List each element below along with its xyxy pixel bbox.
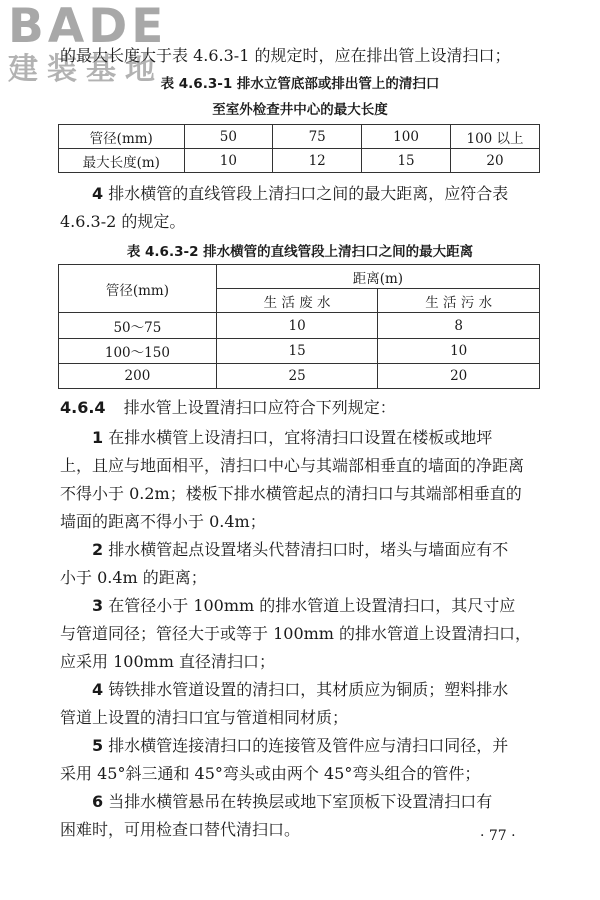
table2-header-diameter: 管径(mm): [59, 265, 217, 313]
table1-cell: 75: [273, 125, 362, 149]
item-number: 3: [92, 596, 104, 615]
item-number: 6: [92, 792, 104, 811]
table1-cell: 100 以上: [451, 125, 540, 149]
logo-chinese-text: 建装基地: [8, 52, 164, 87]
item-line: 排水横管连接清扫口的连接管及管件应与清扫口同径，并: [108, 736, 509, 755]
item-line: 当排水横管悬吊在转换层或地下室顶板下设置清扫口有: [108, 792, 493, 811]
table-row: [59, 364, 540, 389]
item-line: 在管径小于 100mm 的排水管道上设置清扫口，其尺寸应: [108, 596, 516, 615]
item4-line2: 4.6.3-2 的规定。: [60, 212, 186, 231]
clause-heading: [60, 398, 396, 418]
item-line: 不得小于 0.2m；楼板下排水横管起点的清扫口与其端部相垂直的: [60, 484, 522, 503]
table1: [58, 124, 540, 173]
item-line: 与管道同径；管径大于或等于 100mm 的排水管道上设置清扫口，: [60, 624, 532, 643]
item-line: 困难时，可用检查口替代清扫口。: [60, 820, 301, 839]
clause-number: 4.6.4: [60, 398, 106, 417]
item-line: 采用 45°斜三通和 45°弯头或由两个 45°弯头组合的管件；: [60, 764, 481, 783]
logo-wordmark: BADE: [8, 0, 168, 54]
item-line: 小于 0.4m 的距离；: [60, 568, 207, 587]
table1-cell: 15: [362, 149, 451, 173]
intro-line: 的最大长度大于表 4.6.3-1 的规定时，应在排出管上设清扫口；: [60, 46, 511, 65]
table2: [58, 264, 540, 389]
table2-cell-diameter: 100～150: [59, 339, 217, 364]
table2-subheader-waste: 生 活 废 水: [216, 289, 378, 313]
table-row: [59, 339, 540, 364]
table1-row-diameter: [59, 125, 540, 149]
table2-cell-diameter: 50～75: [59, 313, 217, 339]
clause-title: 排水管上设置清扫口应符合下列规定：: [123, 398, 396, 417]
item-number: 1: [92, 428, 104, 447]
table2-caption: 表 4.6.3-2 排水横管的直线管段上清扫口之间的最大距离: [126, 244, 474, 260]
table1-caption-line2: 至室外检查井中心的最大长度: [212, 102, 388, 118]
item4-paragraph: [60, 180, 540, 236]
table2-cell-waste: 15: [216, 339, 378, 364]
item-number: 4: [92, 680, 104, 699]
table2-cell-waste: 25: [216, 364, 378, 389]
item-number: 2: [92, 540, 104, 559]
table2-cell-sewage: 8: [378, 313, 540, 339]
item-line: 铸铁排水管道设置的清扫口，其材质应为铜质；塑料排水: [108, 680, 509, 699]
table1-cell: 50: [184, 125, 273, 149]
table1-row-length: [59, 149, 540, 173]
table2-cell-sewage: 20: [378, 364, 540, 389]
table2-cell-waste: 10: [216, 313, 378, 339]
item-line: 墙面的距离不得小于 0.4m；: [60, 512, 266, 531]
item4-number: 4: [92, 184, 104, 203]
item-line: 应采用 100mm 直径清扫口；: [60, 652, 276, 671]
table1-caption-line1: 表 4.6.3-1 排水立管底部或排出管上的清扫口: [160, 76, 440, 92]
item-number: 5: [92, 736, 104, 755]
table2-header-row: [59, 265, 540, 289]
item4-line1: 排水横管的直线管段上清扫口之间的最大距离，应符合表: [108, 184, 509, 203]
table2-header-distance: 距离(m): [216, 265, 539, 289]
table1-cell: 100: [362, 125, 451, 149]
table1-row-header: 管径(mm): [59, 125, 185, 149]
table1-row-header: 最大长度(m): [59, 149, 185, 173]
table2-subheader-sewage: 生 活 污 水: [378, 289, 540, 313]
table1-cell: 20: [451, 149, 540, 173]
table2-cell-diameter: 200: [59, 364, 217, 389]
item-line: 上，且应与地面相平，清扫口中心与其端部相垂直的墙面的净距离: [60, 456, 525, 475]
item-line: 管道上设置的清扫口宜与管道相同材质；: [60, 708, 349, 727]
table1-cell: 10: [184, 149, 273, 173]
table2-cell-sewage: 10: [378, 339, 540, 364]
item-line: 在排水横管上设清扫口，宜将清扫口设置在楼板或地坪: [108, 428, 493, 447]
item-line: 排水横管起点设置堵头代替清扫口时，堵头与墙面应有不: [108, 540, 509, 559]
page-number: · 77 ·: [480, 828, 516, 844]
table1-cell: 12: [273, 149, 362, 173]
clause-items: [60, 424, 540, 844]
table-row: [59, 313, 540, 339]
